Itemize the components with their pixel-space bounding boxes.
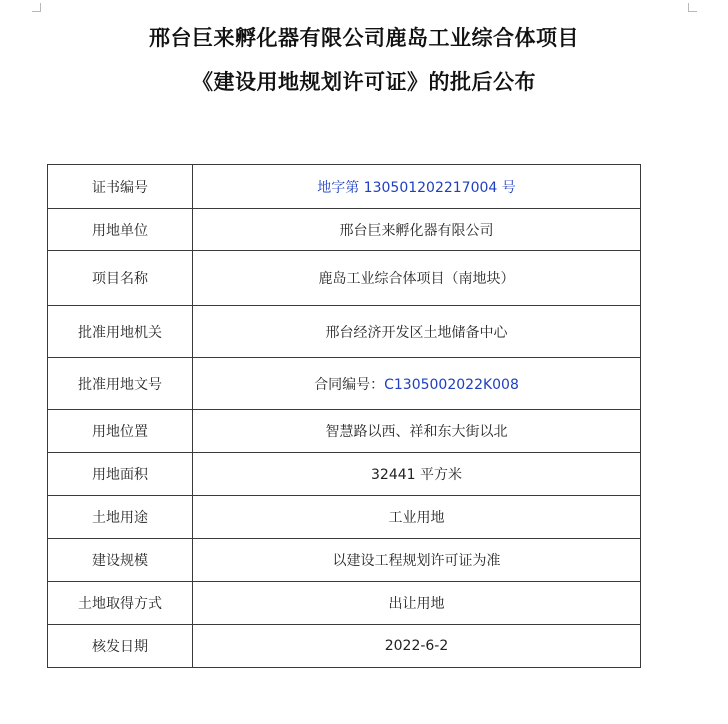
contract-number-prefix: 合同编号：: [314, 376, 385, 393]
document-title-line-2: 《建设用地规划许可证》的批后公布: [192, 69, 536, 94]
field-label: 批准用地机关: [48, 306, 193, 358]
table-row: [48, 625, 641, 668]
field-label: 用地单位: [48, 209, 193, 251]
table-row: [48, 251, 641, 306]
table-row: [48, 410, 641, 453]
land-use-unit: 邢台巨来孵化器有限公司: [193, 209, 641, 251]
issue-date: 2022-6-2: [193, 625, 641, 668]
field-label: 土地取得方式: [48, 582, 193, 625]
table-row: [48, 453, 641, 496]
permit-info-table: [47, 164, 641, 668]
approval-document-number: [193, 358, 641, 410]
document-title-line-1: 邢台巨来孵化器有限公司鹿岛工业综合体项目: [149, 25, 579, 50]
approving-authority: 邢台经济开发区土地储备中心: [193, 306, 641, 358]
page-corner-mark-right: [688, 3, 697, 12]
land-location: 智慧路以西、祥和东大街以北: [193, 410, 641, 453]
field-label: 土地用途: [48, 496, 193, 539]
table-row: [48, 582, 641, 625]
field-label: 证书编号: [48, 165, 193, 209]
field-label: 用地面积: [48, 453, 193, 496]
page-corner-mark-left: [32, 3, 41, 12]
table-row: [48, 165, 641, 209]
construction-scale: 以建设工程规划许可证为准: [193, 539, 641, 582]
land-acquisition-method: 出让用地: [193, 582, 641, 625]
field-label: 建设规模: [48, 539, 193, 582]
project-name: 鹿岛工业综合体项目（南地块）: [193, 251, 641, 306]
table-row: [48, 306, 641, 358]
field-label: 项目名称: [48, 251, 193, 306]
field-label: 核发日期: [48, 625, 193, 668]
field-label: 用地位置: [48, 410, 193, 453]
contract-number: C1305002022K008: [384, 376, 519, 393]
land-purpose: 工业用地: [193, 496, 641, 539]
table-row: [48, 358, 641, 410]
table-row: [48, 496, 641, 539]
table-row: [48, 539, 641, 582]
land-area: 32441 平方米: [193, 453, 641, 496]
field-label: 批准用地文号: [48, 358, 193, 410]
certificate-number: 地字第 130501202217004 号: [193, 165, 641, 209]
table-row: [48, 209, 641, 251]
